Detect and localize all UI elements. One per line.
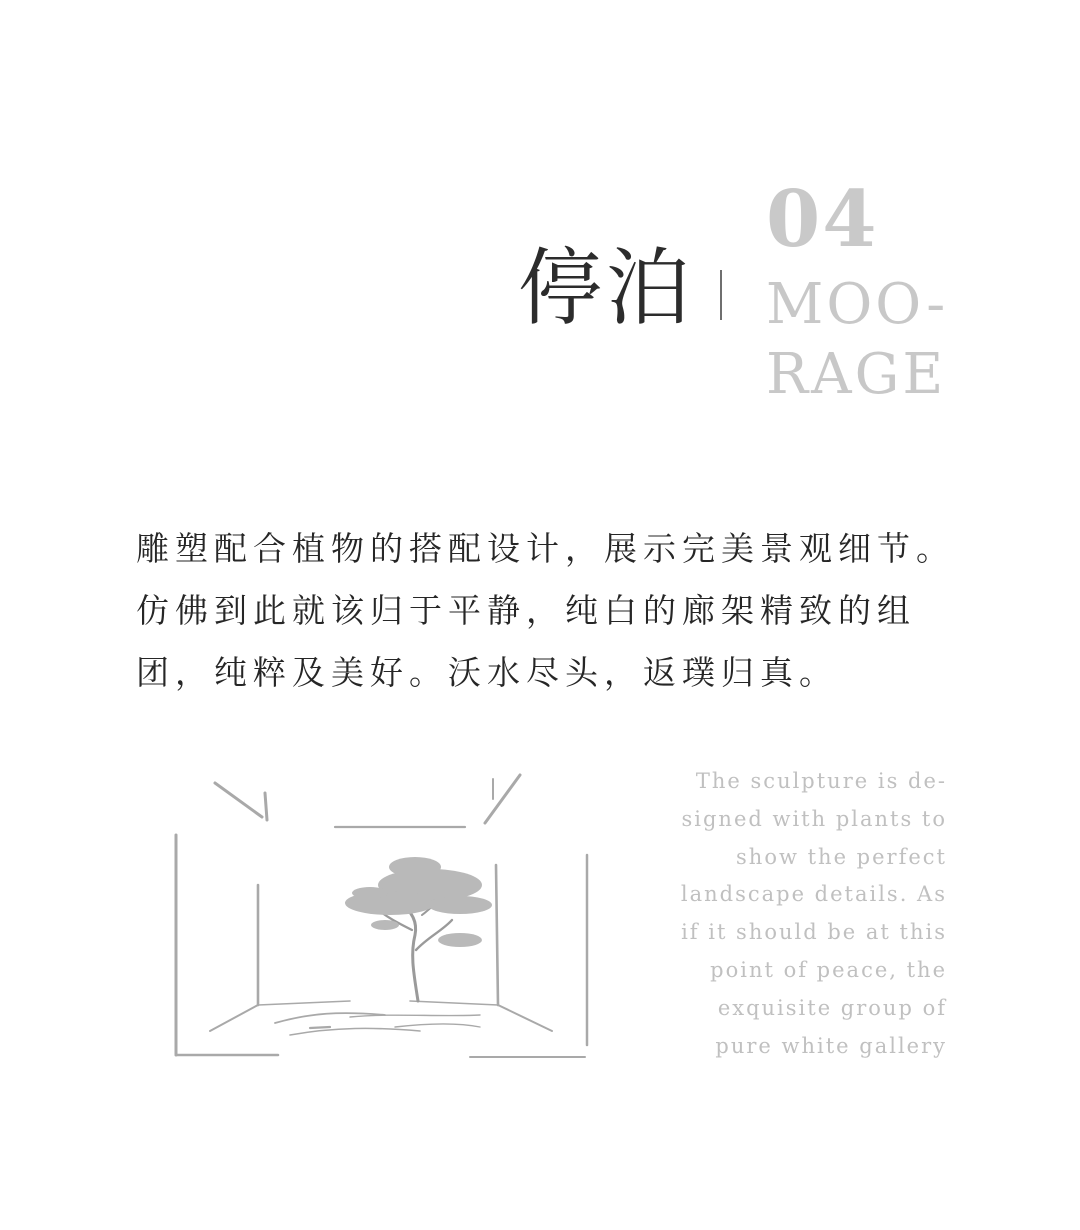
chinese-description-line: 雕塑配合植物的搭配设计，展示完美景观细节。 (136, 529, 955, 568)
english-description (640, 763, 947, 1065)
english-description-line: show the perfect (736, 844, 947, 869)
english-description-line: landscape details. As (680, 882, 947, 907)
english-description-line: point of peace, the (710, 957, 947, 982)
chinese-description-line: 团，纯粹及美好。沃水尽头，返璞归真。 (136, 653, 838, 692)
english-description-line: signed with plants to (681, 806, 947, 831)
english-description-line: exquisite group of (717, 995, 947, 1020)
chinese-description-line: 仿佛到此就该归于平静，纯白的廊架精致的组 (136, 591, 916, 630)
chapter-number: 04 (766, 174, 879, 265)
chapter-title-chinese: 停泊 (518, 239, 695, 337)
chapter-title-english (766, 270, 948, 410)
chapter-title-english-line-2: RAGE (766, 342, 947, 407)
english-description-line: if it should be at this (681, 920, 947, 945)
chapter-title-english-line-1: MOO- (766, 272, 949, 337)
english-description-line: The sculpture is de- (695, 769, 947, 793)
gallery-frame-with-tree-illustration (160, 765, 600, 1065)
chinese-description (136, 518, 966, 704)
title-divider (720, 270, 722, 320)
english-description-line: pure white gallery (715, 1033, 947, 1058)
